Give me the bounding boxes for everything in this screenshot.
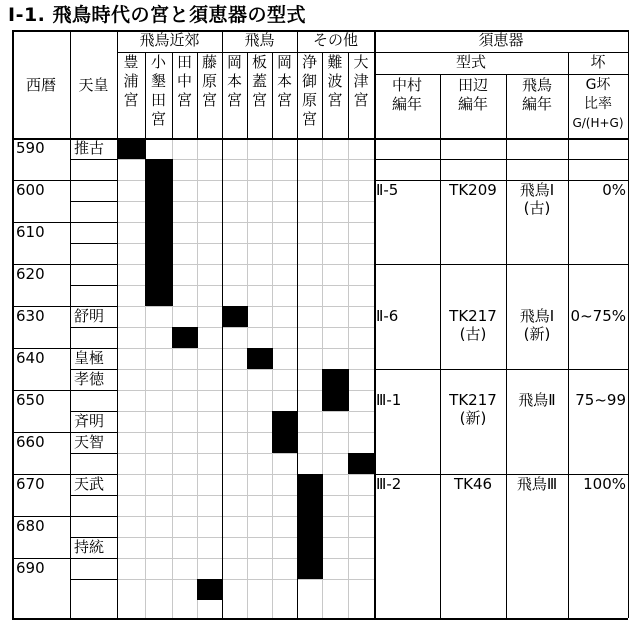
grid-line: [117, 411, 374, 412]
g-ratio-value: 100%: [583, 476, 626, 493]
column-divider: [117, 30, 118, 618]
palace-occupancy-bar: [322, 369, 349, 411]
palace-name-char: 宮: [276, 92, 292, 109]
palace-occupancy-bar: [197, 579, 223, 600]
emperor-row-line: [70, 243, 117, 244]
tanabe-type: (古): [459, 326, 487, 343]
palace-name-char: 宮: [176, 92, 192, 109]
palace-occupancy-bar: [172, 327, 198, 348]
palace-name-char: 宮: [123, 92, 139, 109]
grid-line: [117, 516, 374, 517]
sueki-column-header: 飛鳥: [521, 77, 552, 94]
grid-line: [117, 327, 374, 328]
palace-name-char: 宮: [353, 92, 369, 109]
palace-name-char: 宮: [150, 111, 166, 128]
tanabe-type: TK46: [453, 476, 493, 493]
asuka-type: 飛鳥Ⅱ: [518, 392, 556, 409]
palace-name-char: 田: [176, 54, 192, 71]
year-label: 600: [16, 182, 45, 199]
sueki-band-line: [374, 474, 628, 475]
group-header-line: [117, 52, 374, 53]
nakamura-type: Ⅲ-2: [376, 476, 402, 493]
palace-occupancy-bar: [348, 453, 375, 474]
grid-line: [272, 138, 273, 618]
table-border-bottom: [12, 618, 628, 620]
emperor-row-line: [70, 432, 117, 433]
nakamura-type: Ⅱ-6: [376, 308, 399, 325]
palace-occupancy-bar: [222, 306, 248, 327]
palace-name-char: 小: [150, 54, 166, 71]
sueki-band-line: [374, 369, 628, 370]
tanabe-type: TK217: [449, 308, 497, 325]
palace-name-char: 田: [150, 92, 166, 109]
palace-name-char: 宮: [327, 92, 343, 109]
column-divider: [70, 30, 71, 618]
palace-name-char: 波: [327, 73, 343, 90]
sueki-band-line: [374, 264, 628, 265]
palace-name-char: 本: [226, 73, 242, 90]
g-ratio-header: G坏: [585, 77, 611, 93]
palace-occupancy-bar: [247, 348, 273, 369]
tsuki-line: [568, 74, 628, 75]
palace-name-char: 藤: [201, 54, 217, 71]
palace-name-char: 本: [276, 73, 292, 90]
header-seireki: 西暦: [25, 77, 56, 94]
emperor-row-line: [70, 411, 117, 412]
tanabe-type: TK217: [449, 392, 497, 409]
palace-name-char: 岡: [276, 54, 292, 71]
palace-occupancy-bar: [297, 474, 323, 579]
tanabe-type: (新): [459, 410, 487, 427]
nakamura-type: Ⅱ-5: [376, 182, 399, 199]
nakamura-type: Ⅲ-1: [376, 392, 402, 409]
emperor-name: 斉明: [74, 413, 105, 430]
sueki-column-header: 中村: [391, 77, 422, 94]
g-ratio-value: 0%: [602, 182, 626, 199]
table-border-right: [628, 30, 629, 618]
emperor-name: 天智: [74, 434, 105, 451]
palace-name-char: 板: [251, 54, 267, 71]
group-divider: [222, 30, 223, 618]
header-keishiki: 型式: [455, 54, 486, 71]
emperor-row-line: [70, 453, 117, 454]
emperor-name: 皇極: [74, 350, 105, 367]
emperor-row-line: [70, 264, 117, 265]
palace-name-char: 浦: [123, 73, 139, 90]
asuka-type: 飛鳥Ⅲ: [516, 476, 558, 493]
palace-name-char: 難: [327, 54, 343, 71]
grid-line: [117, 558, 374, 559]
palace-name-char: 原: [201, 73, 217, 90]
group-header-asuka-kinko: 飛鳥近郊: [139, 32, 200, 49]
palace-occupancy-bar: [272, 411, 298, 453]
grid-line: [117, 453, 374, 454]
sueki-column-header: 編年: [521, 96, 552, 113]
palace-name-char: 岡: [226, 54, 242, 71]
emperor-row-line: [70, 222, 117, 223]
emperor-row-line: [70, 579, 117, 580]
sueki-band-line: [374, 159, 628, 160]
palace-name-char: 蓋: [251, 73, 267, 90]
group-header-asuka: 飛鳥: [244, 32, 275, 49]
emperor-name: 持統: [74, 539, 105, 556]
asuka-type: (古): [523, 200, 551, 217]
year-label: 650: [16, 392, 45, 409]
palace-occupancy-bar: [117, 138, 146, 159]
year-label: 690: [16, 560, 45, 577]
palace-name-char: 浄: [301, 54, 317, 71]
g-ratio-header: 比率: [584, 96, 612, 112]
page-title: I-1. 飛鳥時代の宮と須恵器の型式: [8, 4, 307, 26]
emperor-row-line: [70, 474, 117, 475]
sueki-column-header: 田辺: [457, 77, 488, 94]
emperor-row-line: [70, 180, 117, 181]
asuka-type: 飛鳥Ⅰ: [519, 182, 555, 199]
palace-name-char: 宮: [226, 92, 242, 109]
emperor-row-line: [70, 201, 117, 202]
sueki-column-divider: [506, 74, 507, 618]
emperor-row-line: [70, 537, 117, 538]
emperor-row-line: [70, 558, 117, 559]
emperor-row-line: [70, 495, 117, 496]
grid-line: [117, 537, 374, 538]
palace-name-char: 大: [353, 54, 369, 71]
emperor-row-line: [70, 306, 117, 307]
sueki-column-divider: [568, 52, 569, 618]
palace-occupancy-bar: [145, 159, 173, 306]
emperor-name: 舒明: [74, 308, 105, 325]
palace-name-char: 原: [301, 92, 317, 109]
tanabe-type: TK209: [449, 182, 497, 199]
sueki-band-line: [374, 180, 628, 181]
grid-line: [117, 495, 374, 496]
emperor-name: 推古: [74, 140, 105, 157]
year-label: 660: [16, 434, 45, 451]
palace-name-char: 御: [301, 73, 317, 90]
year-label: 610: [16, 224, 45, 241]
g-ratio-value: 75~99: [575, 392, 626, 409]
palace-name-char: 墾: [150, 73, 166, 90]
palace-name-char: 豊: [123, 54, 139, 71]
header-tenno: 天皇: [78, 77, 109, 94]
palace-name-char: 宮: [201, 92, 217, 109]
emperor-row-line: [70, 159, 117, 160]
emperor-row-line: [70, 327, 117, 328]
palace-name-char: 津: [353, 73, 369, 90]
year-label: 640: [16, 350, 45, 367]
group-header-line: [374, 52, 628, 53]
sueki-column-header: 編年: [391, 96, 422, 113]
grid-line: [197, 138, 198, 618]
sueki-column-divider: [440, 74, 441, 618]
year-label: 590: [16, 140, 45, 157]
grid-line: [117, 474, 374, 475]
grid-line: [247, 138, 248, 618]
emperor-row-line: [70, 285, 117, 286]
asuka-type: (新): [523, 326, 551, 343]
grid-line: [117, 432, 374, 433]
g-ratio-value: 0~75%: [570, 308, 626, 325]
emperor-row-line: [70, 348, 117, 349]
g-ratio-header: G/(H+G): [572, 116, 624, 130]
header-tsuki: 坏: [590, 54, 606, 71]
sueki-column-header: 編年: [457, 96, 488, 113]
emperor-name: 孝徳: [74, 371, 105, 388]
palace-name-char: 中: [176, 73, 192, 90]
emperor-row-line: [70, 516, 117, 517]
year-label: 680: [16, 518, 45, 535]
year-label: 670: [16, 476, 45, 493]
emperor-row-line: [70, 390, 117, 391]
table-border-left: [12, 30, 14, 618]
palace-name-char: 宮: [251, 92, 267, 109]
emperor-name: 天武: [74, 476, 105, 493]
asuka-type: 飛鳥Ⅰ: [519, 308, 555, 325]
palace-name-char: 宮: [301, 111, 317, 128]
group-header-sueki: 須恵器: [478, 32, 524, 49]
year-label: 620: [16, 266, 45, 283]
group-header-other: その他: [312, 32, 358, 49]
year-label: 630: [16, 308, 45, 325]
grid-line: [117, 348, 374, 349]
emperor-row-line: [70, 369, 117, 370]
keishiki-line: [374, 74, 568, 75]
grid-line: [117, 579, 374, 580]
